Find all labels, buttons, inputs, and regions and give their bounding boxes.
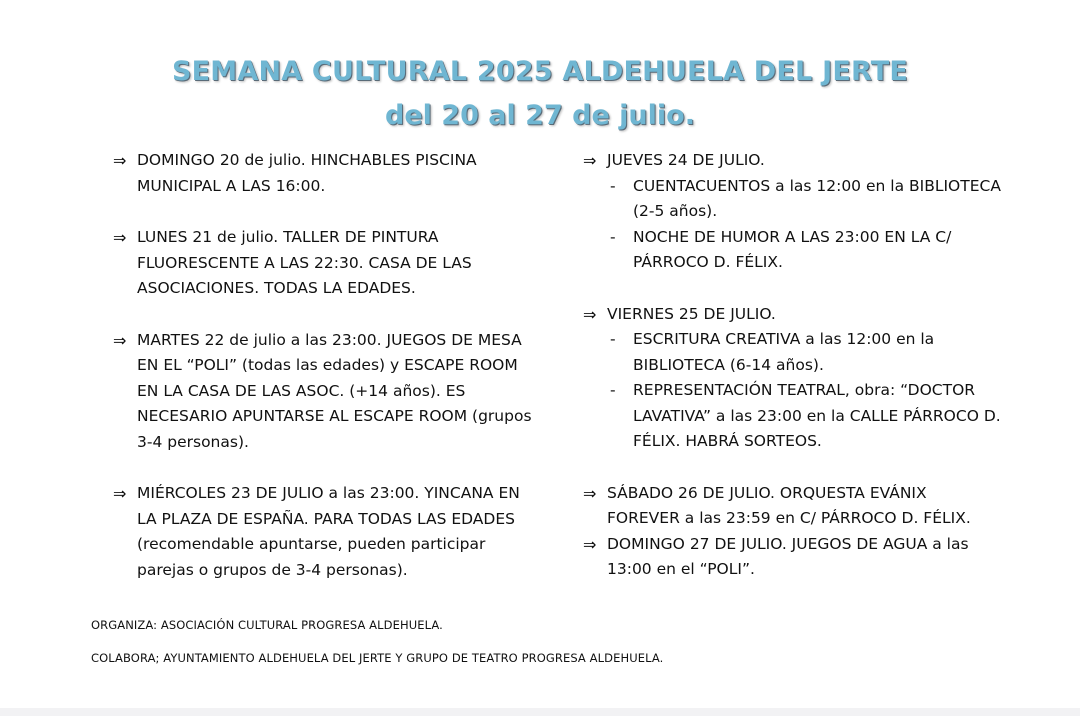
sub-item <box>583 174 1003 225</box>
left-column <box>113 148 533 583</box>
schedule-entry-martes-22 <box>113 328 533 456</box>
schedule-entry-sabado-26 <box>583 481 1003 532</box>
arrow-icon: ⇒ <box>113 484 127 503</box>
schedule-entry-domingo-27 <box>583 532 1003 583</box>
schedule-entry-lunes-21 <box>113 225 533 302</box>
arrow-icon: ⇒ <box>583 534 597 554</box>
event-date-range: del 20 al 27 de julio. <box>385 100 695 131</box>
sub-item-text: NOCHE DE HUMOR A LAS 23:00 EN LA C/ PÁRROCO D. FÉLIX. <box>633 227 952 271</box>
sub-item-text: ESCRITURA CREATIVA a las 12:00 en la BIBLIOTECA (6-14 años). <box>633 330 935 374</box>
sub-item-text: CUENTACUENTOS a las 12:00 en la BIBLIOTECA (2-5 años). <box>633 176 1001 220</box>
dash-bullet: - <box>610 176 616 195</box>
entry-text: MIÉRCOLES 23 DE JULIO a las 23:00. YINCANA EN LA PLAZA DE ESPAÑA. PARA TODAS LAS EDADES (recomendable apuntarse, pueden participar parejas o grupos de 3-4 personas). <box>137 484 520 579</box>
organizer-credit: ORGANIZA: ASOCIACIÓN CULTURAL PROGRESA ALDEHUELA. <box>91 618 443 632</box>
arrow-icon: ⇒ <box>583 483 597 503</box>
schedule-entry-jueves-24 <box>583 148 1003 174</box>
arrow-icon: ⇒ <box>583 151 597 170</box>
page-bottom-edge <box>0 708 1080 716</box>
entry-text: SÁBADO 26 DE JULIO. ORQUESTA EVÁNIX FOREVER a las 23:59 en C/ PÁRROCO D. FÉLIX. <box>607 483 971 527</box>
event-title: SEMANA CULTURAL 2025 ALDEHUELA DEL JERTE <box>171 56 908 87</box>
dash-bullet: - <box>610 330 616 348</box>
entry-heading: VIERNES 25 DE JULIO. <box>607 304 776 323</box>
sub-item <box>583 378 1003 455</box>
dash-bullet: - <box>610 381 616 399</box>
dash-bullet: - <box>610 227 616 246</box>
right-column <box>583 148 1003 583</box>
entry-text: MARTES 22 de julio a las 23:00. JUEGOS DE MESA EN EL “POLI” (todas las edades) y ESCAPE ROOM EN LA CASA DE LAS ASOC. (+14 años). ES NECESARIO APUNTARSE AL ESCAPE ROOM (grupos 3-4 personas). <box>137 330 532 451</box>
schedule-entry-domingo-20 <box>113 148 533 199</box>
sub-item <box>583 225 1003 276</box>
arrow-icon: ⇒ <box>113 228 127 247</box>
schedule-entry-viernes-25 <box>583 302 1003 328</box>
entry-heading: JUEVES 24 DE JULIO. <box>607 151 765 169</box>
entry-text: DOMINGO 20 de julio. HINCHABLES PISCINA MUNICIPAL A LAS 16:00. <box>137 151 477 195</box>
arrow-icon: ⇒ <box>113 151 127 170</box>
entry-text: LUNES 21 de julio. TALLER DE PINTURA FLUORESCENTE A LAS 22:30. CASA DE LAS ASOCIACIONES. TODAS LA EDADES. <box>137 228 472 297</box>
sub-item <box>583 327 1003 378</box>
sub-item-text: REPRESENTACIÓN TEATRAL, obra: “DOCTOR LAVATIVA” a las 23:00 en la CALLE PÁRROCO D. FÉLIX. HABRÁ SORTEOS. <box>633 381 1001 450</box>
arrow-icon: ⇒ <box>583 304 597 324</box>
entry-text: DOMINGO 27 DE JULIO. JUEGOS DE AGUA a las 13:00 en el “POLI”. <box>607 534 969 578</box>
schedule-entry-miercoles-23 <box>113 481 533 583</box>
collaborator-credit: COLABORA; AYUNTAMIENTO ALDEHUELA DEL JERTE Y GRUPO DE TEATRO PROGRESA ALDEHUELA. <box>91 651 664 665</box>
arrow-icon: ⇒ <box>113 330 127 350</box>
